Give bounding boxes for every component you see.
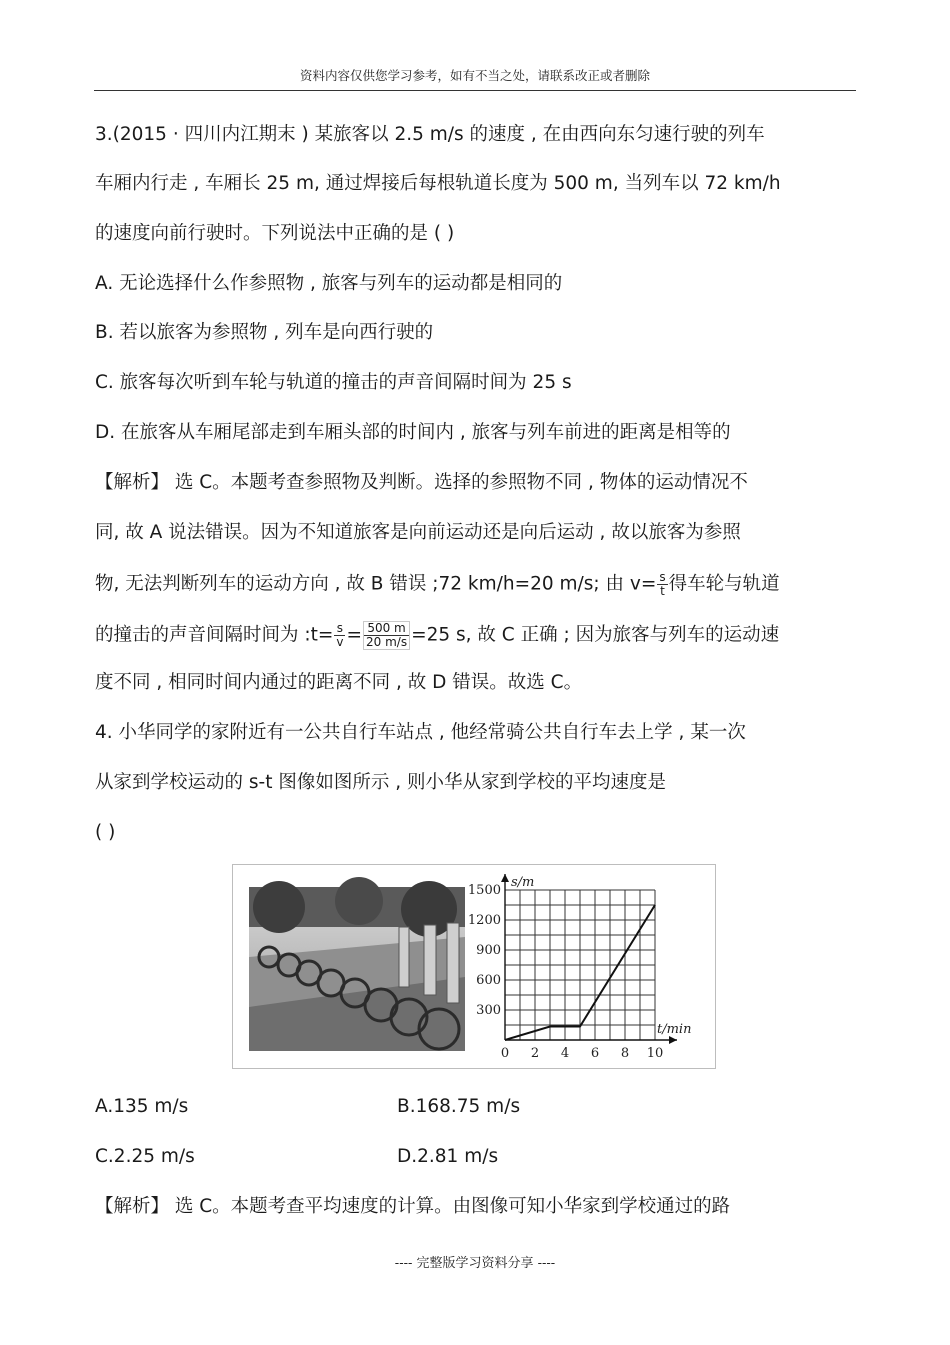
fraction-s-over-t [657,571,667,598]
x-tick-label: 8 [620,1046,630,1061]
q3-analysis-line3-text: 物, 无法判断列车的运动方向 , 故 B 错误 ;72 km/h=20 m/s; 由 v= [95,573,657,595]
q4-option-c: C.2.25 m/s [95,1146,195,1167]
q3-option-c: C. 旅客每次听到车轮与轨道的撞击的声音间隔时间为 25 s [95,372,572,393]
x-axis-label: t/min [657,1022,692,1037]
fraction-numerator: s [659,570,666,584]
fraction-numerator: s [334,622,345,636]
x-tick-label: 6 [590,1046,600,1061]
q4-analysis-line1: 【解析】 选 C。本题考查平均速度的计算。由图像可知小华家到学校通过的路 [95,1196,731,1217]
q4-figure [232,864,716,1069]
q4-stem-line3: ( ) [95,822,116,843]
q3-analysis-line1: 【解析】 选 C。本题考查参照物及判断。选择的参照物不同 , 物体的运动情况不 [95,472,748,493]
q3-stem-line3: 的速度向前行驶时。下列说法中正确的是 ( ) [95,223,455,244]
q3-option-d: D. 在旅客从车厢尾部走到车厢头部的时间内 , 旅客与列车前进的距离是相等的 [95,422,731,443]
y-tick-label: 1500 [467,883,501,898]
y-axis-arrow [501,874,509,882]
q3-analysis-line3 [95,571,780,598]
header-divider [94,90,856,91]
fraction-denominator: v [336,635,344,649]
x-tick-label: 2 [530,1046,540,1061]
q3-option-b: B. 若以旅客为参照物 , 列车是向西行驶的 [95,322,434,343]
q4-stem-line2: 从家到学校运动的 s-t 图像如图所示 , 则小华从家到学校的平均速度是 [95,772,666,793]
s-t-chart [467,869,711,1064]
y-axis-label: s/m [511,875,535,890]
fraction-s-over-v [334,622,345,649]
q3-analysis-line4 [95,621,779,650]
q3-analysis-line4-text: 的撞击的声音间隔时间为 :t= [95,624,334,646]
x-tick-label: 10 [646,1046,664,1061]
y-tick-label: 300 [476,1003,501,1018]
y-tick-label: 900 [476,943,501,958]
x-tick-label: 4 [560,1046,570,1061]
q4-option-d: D.2.81 m/s [397,1146,499,1167]
q3-analysis-line4-tail: =25 s, 故 C 正确 ; 因为旅客与列车的运动速 [411,624,780,646]
fraction-numerator: 500 m [364,622,409,636]
bicycle-station-photo [249,887,465,1051]
fraction-denominator: t [660,584,665,598]
fraction-values [363,621,410,650]
q3-analysis-line2: 同, 故 A 说法错误。因为不知道旅客是向前运动还是向后运动 , 故以旅客为参照 [95,522,741,543]
q3-analysis-line5: 度不同 , 相同时间内通过的距离不同 , 故 D 错误。故选 C。 [95,672,583,693]
page-footer: ---- 完整版学习资料分享 ---- [394,1256,556,1271]
q3-option-a: A. 无论选择什么作参照物 , 旅客与列车的运动都是相同的 [95,273,563,294]
y-tick-label: 600 [476,973,501,988]
q4-option-a: A.135 m/s [95,1096,189,1117]
q3-stem-line1: 3.(2015 · 四川内江期末 ) 某旅客以 2.5 m/s 的速度 , 在由西向东匀速行驶的列车 [95,124,765,145]
y-tick-label: 1200 [467,913,501,928]
page-header: 资料内容仅供您学习参考，如有不当之处，请联系改正或者删除 [299,68,650,83]
x-tick-label: 0 [500,1046,510,1061]
q4-stem-line1: 4. 小华同学的家附近有一公共自行车站点 , 他经常骑公共自行车去上学 , 某一次 [95,722,746,743]
q4-option-b: B.168.75 m/s [397,1096,521,1117]
equals-sign: = [346,624,362,646]
q3-stem-line2: 车厢内行走 , 车厢长 25 m, 通过焊接后每根轨道长度为 500 m, 当列车以 72 km/h [95,173,781,194]
fraction-denominator: 20 m/s [366,635,408,649]
q3-analysis-line3-tail: 得车轮与轨道 [668,573,780,595]
x-axis-arrow [669,1036,677,1044]
